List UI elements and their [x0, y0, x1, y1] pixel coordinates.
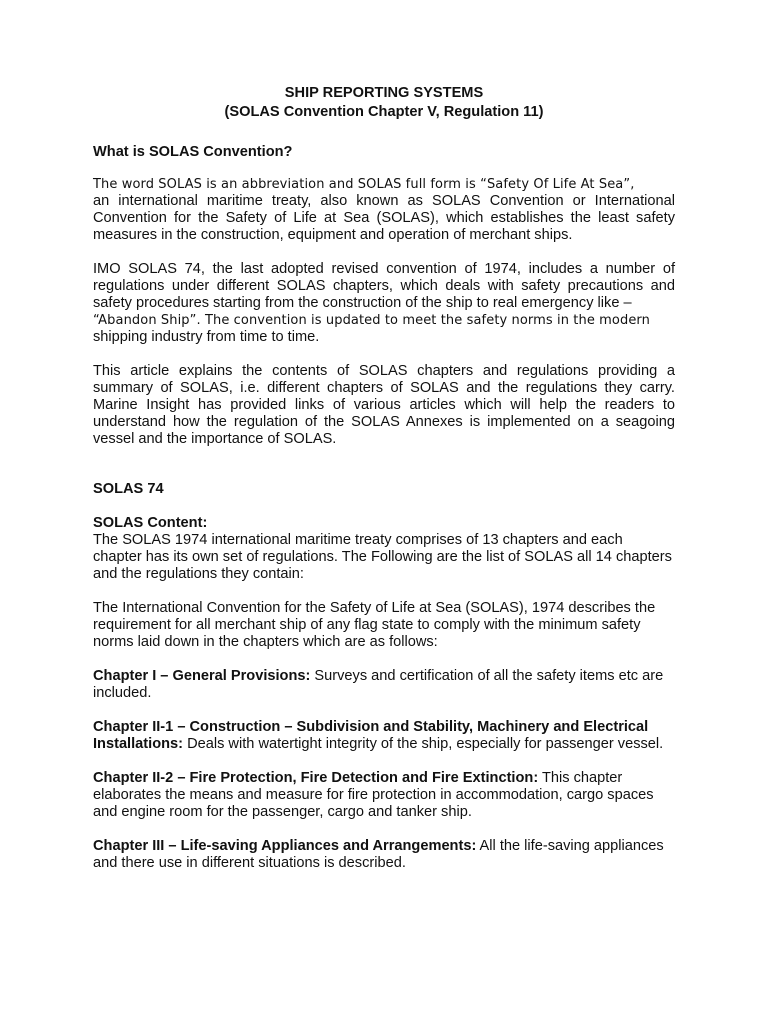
imo-paragraph: [93, 261, 675, 346]
chapter-3-text: All the life-saving appliances and there use in different situations is described.: [93, 838, 664, 871]
chapter-1-title: Chapter I – General Provisions:: [93, 668, 311, 684]
chapter-3: [93, 838, 675, 872]
chapter-2-1-text: Deals with watertight integrity of the ship, especially for passenger vessel.: [183, 736, 664, 752]
imo-part2: “Abandon Ship”. The convention is updated to meet the safety norms in the modern: [93, 313, 650, 328]
chapter-2-2-title: Chapter II-2 – Fire Protection, Fire Detection and Fire Extinction:: [93, 770, 539, 786]
intro-first-line: The word SOLAS is an abbreviation and SOLAS full form is “Safety Of Life At Sea”,: [93, 177, 635, 192]
solas-content-heading: SOLAS Content:: [93, 515, 208, 531]
intro-rest: an international maritime treaty, also known as SOLAS Convention or International Convention for the Safety of Life at Sea (SOLAS), which establishes the least safety measures in the construction, equipment and operation of merchant ships.: [93, 193, 675, 243]
chapter-1-text: Surveys and certification of all the safety items etc are included.: [93, 668, 664, 701]
chapter-3-title: Chapter III – Life-saving Appliances and Arrangements:: [93, 838, 477, 854]
solas74-heading: SOLAS 74: [93, 481, 164, 497]
chapter-2-1-title: Chapter II-1 – Construction – Subdivision and Stability, Machinery and Electrical Installations:: [93, 719, 649, 752]
doc-title-line1: SHIP REPORTING SYSTEMS: [284, 85, 484, 101]
content-paragraph: The SOLAS 1974 international maritime treaty comprises of 13 chapters and each chapter has its own set of regulations. The Following are the list of SOLAS all 14 chapters and the regulations they contain:: [93, 532, 672, 582]
imo-part3: shipping industry from time to time.: [93, 329, 320, 345]
imo-part1: IMO SOLAS 74, the last adopted revised convention of 1974, includes a number of regulations under different SOLAS chapters, which deals with safety precautions and safety procedures starting from the construction of the ship to real emergency like –: [93, 261, 675, 311]
chapter-2-2: [93, 770, 675, 821]
article-paragraph: This article explains the contents of SOLAS chapters and regulations providing a summary of SOLAS, i.e. different chapters of SOLAS and the regulations they carry. Marine Insight has provided links of various articles which will help the readers to understand how the regulation of the SOLAS Annexes is implemented on a seagoing vessel and the importance of SOLAS.: [93, 363, 675, 447]
chapter-1: [93, 668, 675, 702]
intro-paragraph: [93, 176, 675, 244]
convention-paragraph: The International Convention for the Safety of Life at Sea (SOLAS), 1974 describes the requirement for all merchant ship of any flag state to comply with the minimum safety norms laid down in the chapters which are as follows:: [93, 600, 656, 650]
what-is-solas-heading: What is SOLAS Convention?: [93, 144, 293, 160]
doc-title-line2: (SOLAS Convention Chapter V, Regulation 11): [224, 104, 544, 120]
chapter-2-2-text: This chapter elaborates the means and measure for fire protection in accommodation, cargo spaces and engine room for the passenger, cargo and tanker ship.: [93, 770, 654, 820]
chapter-2-1: [93, 719, 675, 753]
